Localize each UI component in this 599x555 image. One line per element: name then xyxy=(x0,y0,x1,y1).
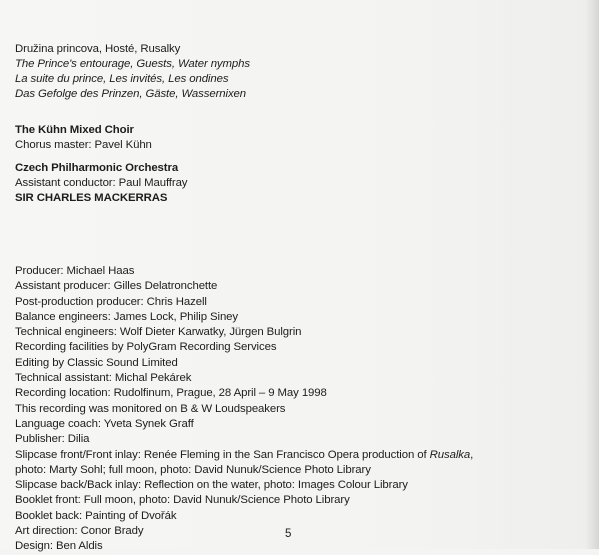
credit-art-direction: Art direction: Conor Brady xyxy=(15,525,144,538)
credit-editing: Editing by Classic Sound Limited xyxy=(15,356,178,369)
credit-balance-engineers: Balance engineers: James Lock, Philip Siney xyxy=(15,310,239,323)
credits-block xyxy=(15,264,473,555)
conductor: SIR CHARLES MACKERRAS xyxy=(15,192,168,204)
credit-publisher: Publisher: Dilia xyxy=(15,433,90,446)
assistant-conductor: Assistant conductor: Paul Mauffray xyxy=(15,177,188,189)
roles-french: La suite du prince, Les invités, Les ondines xyxy=(15,73,229,85)
orchestra-block xyxy=(15,161,187,206)
credit-producer: Producer: Michael Haas xyxy=(15,265,135,277)
credit-slipcase-front xyxy=(15,448,473,463)
roles-czech: Družina princova, Hosté, Rusalky xyxy=(15,43,181,55)
credit-assistant-producer: Assistant producer: Gilles Delatronchette xyxy=(15,280,218,293)
page-edge-shadow xyxy=(585,0,599,549)
choir-name: The Kühn Mixed Choir xyxy=(15,124,134,136)
slipcase-front-suffix: , xyxy=(470,448,474,461)
roles-german: Das Gefolge des Prinzen, Gäste, Wassernixen xyxy=(15,88,247,100)
credit-recording-facilities: Recording facilities by PolyGram Recording Services xyxy=(15,341,277,354)
credit-monitoring: This recording was monitored on B & W Loudspeakers xyxy=(15,402,286,415)
chorus-master: Chorus master: Pavel Kühn xyxy=(15,139,152,151)
credit-design: Design: Ben Aldis xyxy=(15,540,103,553)
credit-slipcase-back: Slipcase back/Back inlay: Reflection on the water, photo: Images Colour Library xyxy=(15,479,408,492)
roles-block xyxy=(15,42,250,102)
slipcase-front-title: Rusalka xyxy=(429,448,471,461)
credit-slipcase-front-line2: photo: Marty Sohl; full moon, photo: David Nunuk/Science Photo Library xyxy=(15,463,371,476)
credit-booklet-front: Booklet front: Full moon, photo: David Nunuk/Science Photo Library xyxy=(15,494,350,507)
credit-booklet-back: Booklet back: Painting of Dvořák xyxy=(15,509,177,522)
credit-technical-engineers: Technical engineers: Wolf Dieter Karwatky, Jürgen Bulgrin xyxy=(15,326,302,339)
orchestra-name: Czech Philharmonic Orchestra xyxy=(15,162,179,174)
credit-recording-location: Recording location: Rudolfinum, Prague, 28 April – 9 May 1998 xyxy=(15,387,327,400)
credit-post-production: Post-production producer: Chris Hazell xyxy=(15,295,207,308)
credit-technical-assistant: Technical assistant: Michal Pekárek xyxy=(15,372,192,385)
roles-english: The Prince's entourage, Guests, Water nymphs xyxy=(15,58,250,70)
credit-language-coach: Language coach: Yveta Synek Graff xyxy=(15,417,194,430)
choir-block xyxy=(15,123,152,153)
page-number: 5 xyxy=(285,528,292,540)
slipcase-front-prefix: Slipcase front/Front inlay: Renée Fleming in the San Francisco Opera production of xyxy=(15,448,430,461)
